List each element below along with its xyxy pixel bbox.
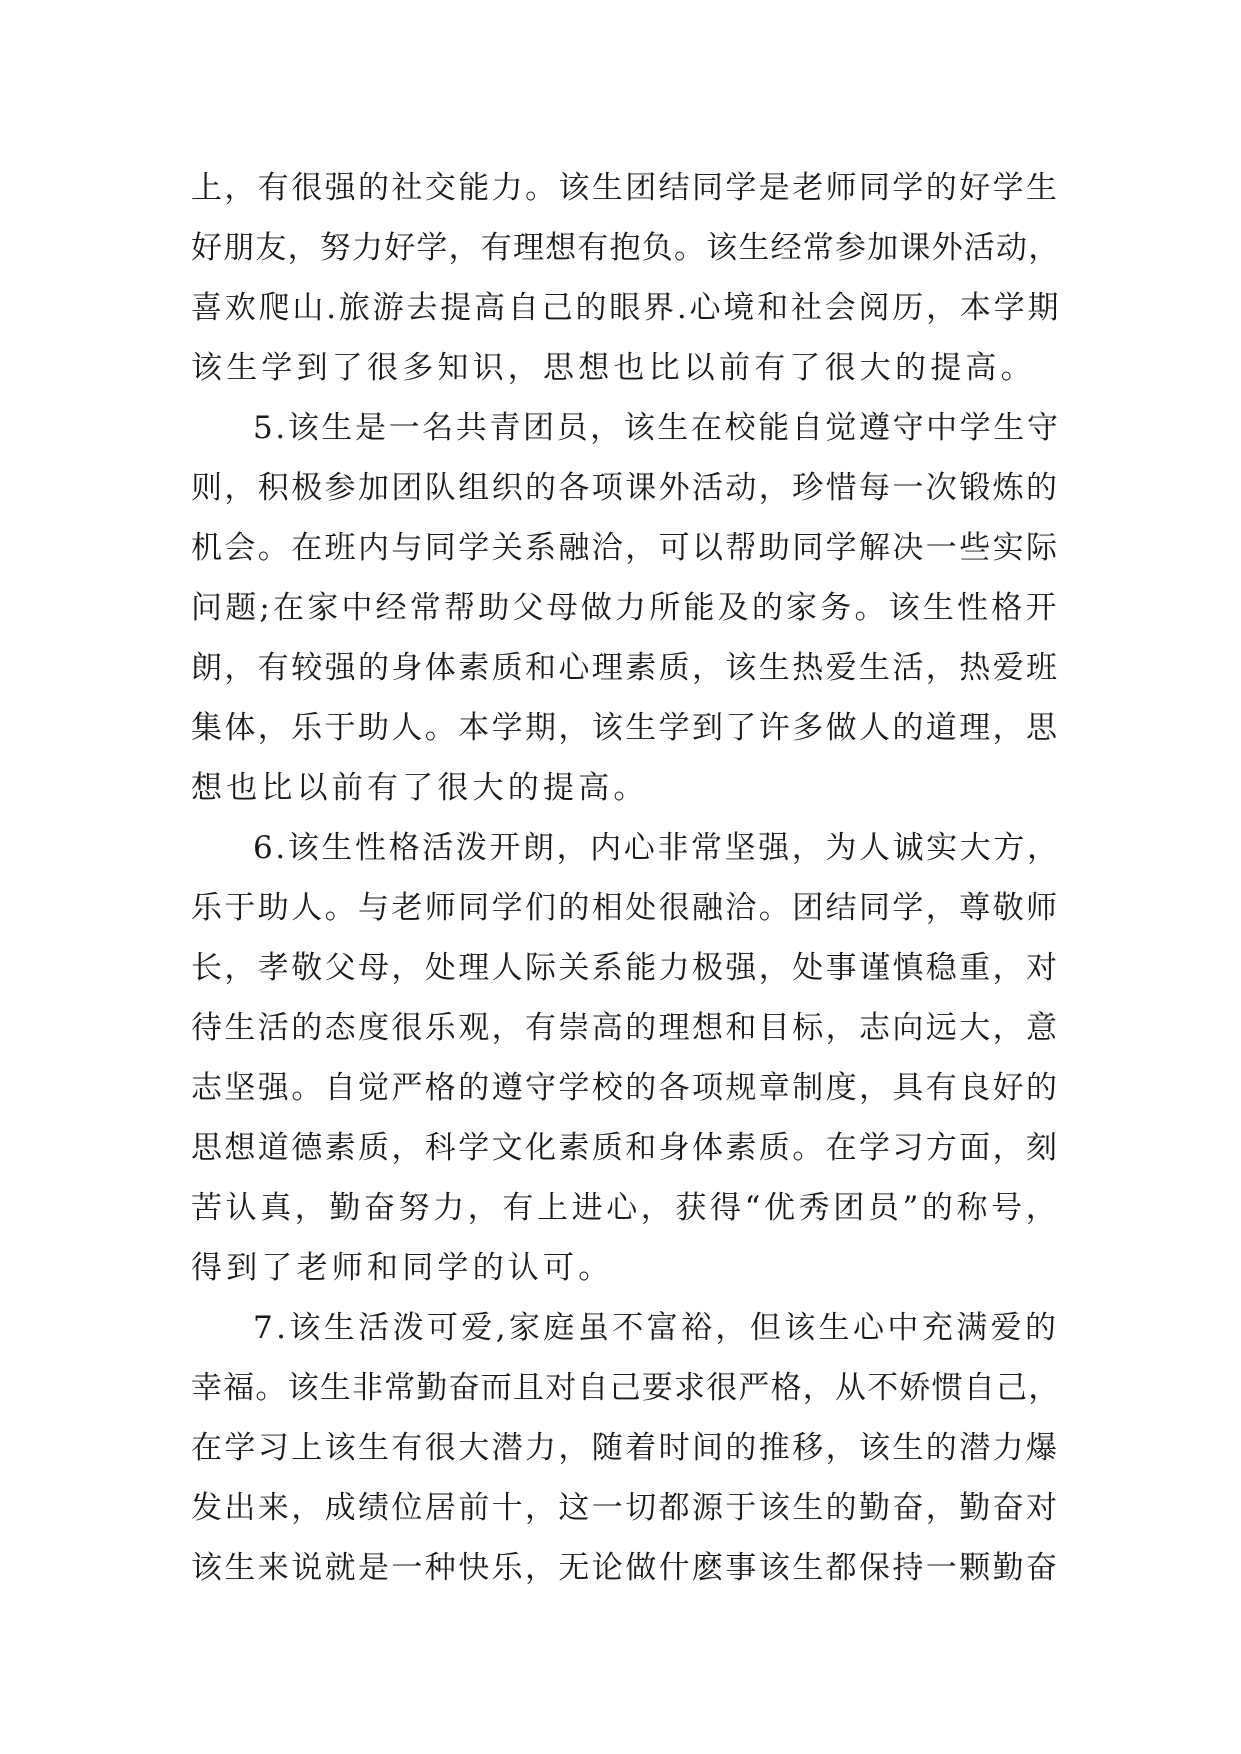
text-line: 待生活的态度很乐观，有崇高的理想和目标，志向远大，意 [191,1010,1060,1046]
text-line: 乐于助人。与老师同学们的相处很融洽。团结同学，尊敬师 [191,890,1060,926]
text-line: 志坚强。自觉严格的遵守学校的各项规章制度，具有良好的 [191,1070,1060,1106]
text-line: 6.该生性格活泼开朗，内心非常坚强，为人诚实大方， [253,830,1061,866]
text-line: 苦认真，勤奋努力，有上进心，获得“优秀团员”的称号， [191,1190,1061,1226]
text-line: 得到了老师和同学的认可。 [191,1250,614,1286]
text-line: 好朋友，努力好学，有理想有抱负。该生经常参加课外活动， [191,230,1061,266]
text-line: 该生学到了很多知识，思想也比以前有了很大的提高。 [191,350,1036,386]
text-line: 幸福。该生非常勤奋而且对自己要求很严格，从不娇惯自己， [191,1370,1061,1406]
text-line: 机会。在班内与同学关系融洽，可以帮助同学解决一些实际 [191,530,1060,566]
document-body [191,158,1061,1598]
text-line: 喜欢爬山.旅游去提高自己的眼界.心境和社会阅历，本学期 [191,290,1062,326]
text-line: 上，有很强的社交能力。该生团结同学是老师同学的好学生 [191,170,1060,206]
text-line: 5.该生是一名共青团员，该生在校能自觉遵守中学生守 [253,410,1061,446]
text-line: 7.该生活泼可爱,家庭虽不富裕，但该生心中充满爱的 [253,1310,1060,1346]
text-line: 想也比以前有了很大的提高。 [191,770,649,806]
text-line: 在学习上该生有很大潜力，随着时间的推移，该生的潜力爆 [191,1430,1060,1466]
text-line: 则，积极参加团队组织的各项课外活动，珍惜每一次锻炼的 [191,470,1060,506]
text-line: 集体，乐于助人。本学期，该生学到了许多做人的道理，思 [191,710,1060,746]
text-line: 发出来，成绩位居前十，这一切都源于该生的勤奋，勤奋对 [191,1490,1060,1526]
text-line: 思想道德素质，科学文化素质和身体素质。在学习方面，刻 [191,1130,1060,1166]
text-line: 问题;在家中经常帮助父母做力所能及的家务。该生性格开 [191,590,1060,626]
text-line: 该生来说就是一种快乐，无论做什麽事该生都保持一颗勤奋 [191,1550,1060,1586]
text-line: 朗，有较强的身体素质和心理素质，该生热爱生活，热爱班 [191,650,1060,686]
text-line: 长，孝敬父母，处理人际关系能力极强，处事谨慎稳重，对 [191,950,1060,986]
